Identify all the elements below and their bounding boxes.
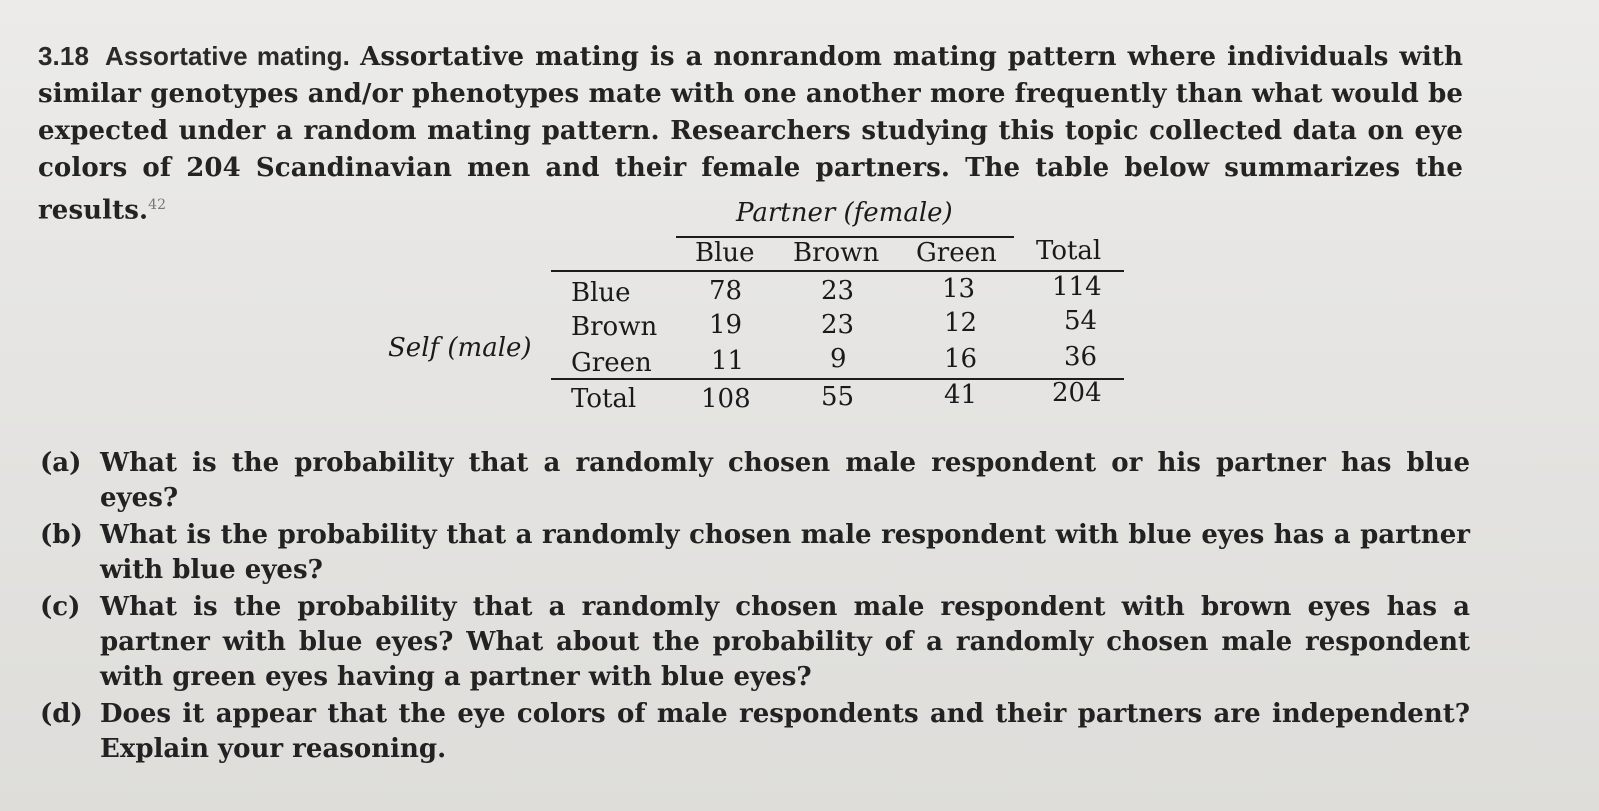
table-cell: 16	[944, 344, 978, 374]
question-letter: (d)	[40, 699, 83, 729]
question-letter: (b)	[40, 520, 83, 550]
table-cell: 9	[830, 344, 847, 374]
question-c	[40, 590, 1470, 695]
table-cell: 114	[1052, 272, 1102, 302]
column-header-total: Total	[1036, 236, 1102, 266]
question-text: What is the probability that a randomly chosen male respondent with blue eyes has a partner with blue eyes?	[100, 520, 1470, 585]
column-header-brown: Brown	[793, 238, 880, 268]
table-cell: 23	[821, 310, 855, 340]
table-cell: 13	[942, 274, 976, 304]
contingency-table	[388, 198, 1138, 423]
row-label-blue: Blue	[571, 278, 631, 308]
question-list	[40, 446, 1470, 769]
table-cell: 41	[944, 380, 978, 410]
column-header-green: Green	[916, 238, 997, 268]
table-cell: 78	[709, 276, 743, 306]
table-cell: 55	[821, 382, 855, 412]
table-cell: 19	[709, 310, 743, 340]
footnote-marker: 42	[148, 197, 167, 213]
row-label-green: Green	[571, 348, 652, 378]
question-text: What is the probability that a randomly chosen male respondent with brown eyes has a partner with blue eyes? What about the probability of a randomly chosen male respondent with green eyes having a partner with blue eyes?	[100, 592, 1470, 692]
question-b	[40, 518, 1470, 588]
row-label-total: Total	[571, 384, 637, 414]
question-a	[40, 446, 1470, 516]
question-letter: (a)	[40, 448, 82, 478]
total-rule	[551, 378, 1124, 380]
row-group-label: Self (male)	[388, 333, 532, 363]
table-cell: 36	[1064, 342, 1098, 372]
table-cell: 23	[821, 276, 855, 306]
table-cell: 54	[1064, 306, 1098, 336]
table-cell: 204	[1052, 378, 1102, 408]
column-header-blue: Blue	[695, 238, 755, 268]
problem-heading: Assortative mating.	[105, 41, 350, 71]
question-letter: (c)	[40, 592, 81, 622]
problem-number: 3.18	[38, 41, 90, 71]
problem-body: Assortative mating is a nonrandom mating pattern where individuals with similar genotypes and/or phenotypes mate with one another more frequently than what would be expected under a random mating pattern. Researchers studying this topic collected data on eye colors of 204 Scandinavian men and their female partners. The table below summarizes the results.	[38, 42, 1463, 226]
row-label-brown: Brown	[571, 312, 658, 342]
table-cell: 11	[711, 346, 745, 376]
column-group-label: Partner (female)	[736, 198, 953, 228]
question-text: Does it appear that the eye colors of male respondents and their partners are independent? Explain your reasoning.	[100, 699, 1470, 764]
table-cell: 108	[701, 384, 751, 414]
question-text: What is the probability that a randomly chosen male respondent or his partner has blue eyes?	[100, 448, 1470, 513]
question-d	[40, 697, 1470, 767]
header-rule	[551, 270, 1124, 272]
table-cell: 12	[944, 308, 978, 338]
